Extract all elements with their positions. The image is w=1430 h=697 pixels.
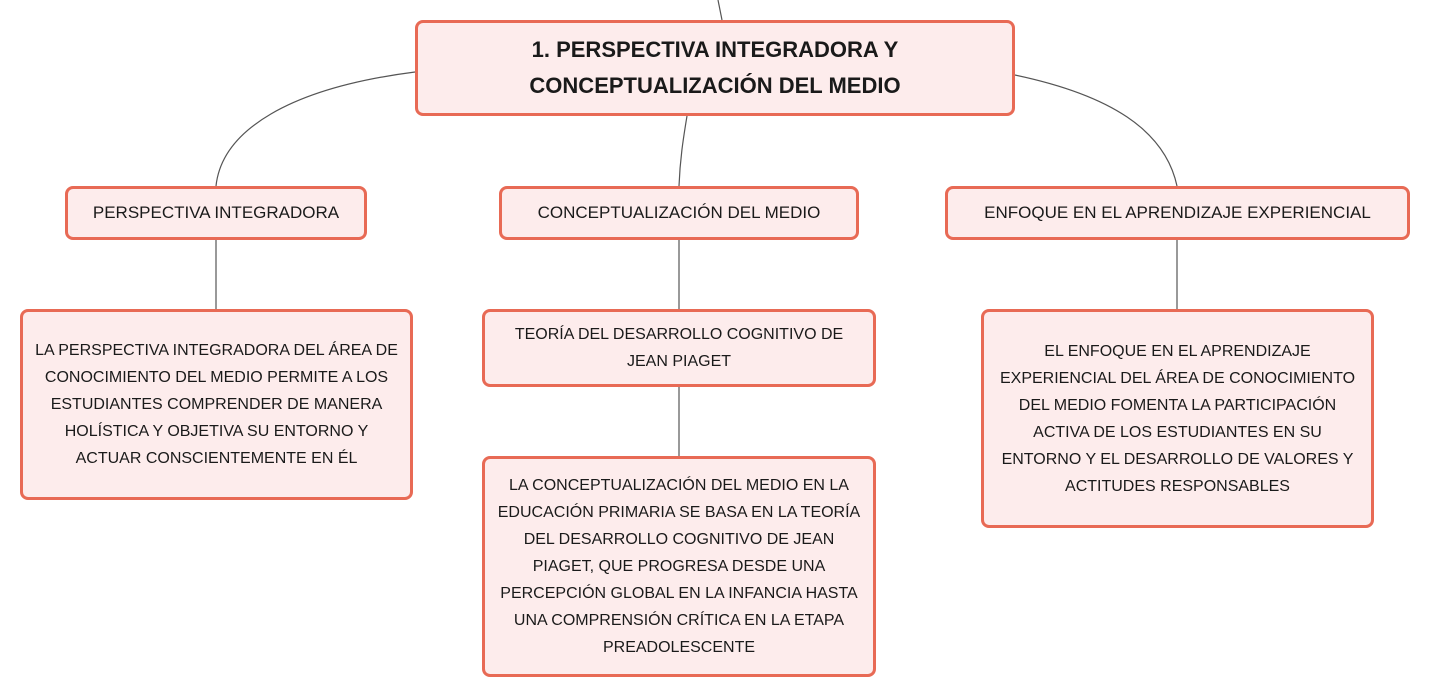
subtopic-enfoque-detail[interactable] bbox=[981, 309, 1374, 528]
subtopic-text: EL ENFOQUE EN EL APRENDIZAJE EXPERIENCIAL DEL ÁREA DE CONOCIMIENTO DEL MEDIO FOMENTA LA PARTICIPACIÓN ACTIVA DE LOS ESTUDIANTES EN SU ENTORNO Y EL DESARROLLO DE VALORES Y ACTITUDES RESPONSABLES bbox=[999, 342, 1356, 495]
connector-root-to-enfoque bbox=[1015, 75, 1177, 186]
topic-conceptualizacion-del-medio[interactable] bbox=[499, 186, 859, 240]
subtopic-text: LA CONCEPTUALIZACIÓN DEL MEDIO EN LA EDUCACIÓN PRIMARIA SE BASA EN LA TEORÍA DEL DESARROLLO COGNITIVO DE JEAN PIAGET, QUE PROGRESA DESDE UNA PERCEPCIÓN GLOBAL EN LA INFANCIA HASTA UNA COMPRENSIÓN CRÍTICA EN LA ETAPA PREADOLESCENTE bbox=[497, 477, 861, 656]
subtopic-teoria-piaget[interactable] bbox=[482, 309, 876, 387]
subtopic-text: LA PERSPECTIVA INTEGRADORA DEL ÁREA DE CONOCIMIENTO DEL MEDIO PERMITE A LOS ESTUDIANTES COMPRENDER DE MANERA HOLÍSTICA Y OBJETIVA SU ENTORNO Y ACTUAR CONSCIENTEMENTE EN ÉL bbox=[35, 342, 398, 467]
connector-incoming-root bbox=[718, 0, 722, 20]
subtopic-conceptualizacion-detail[interactable] bbox=[482, 456, 876, 677]
connector-root-to-conceptualizacion bbox=[679, 116, 687, 186]
topic-enfoque-aprendizaje-experiencial[interactable] bbox=[945, 186, 1410, 240]
root-topic-node[interactable] bbox=[415, 20, 1015, 116]
topic-label: CONCEPTUALIZACIÓN DEL MEDIO bbox=[537, 203, 821, 222]
topic-perspectiva-integradora[interactable] bbox=[65, 186, 367, 240]
topic-label: ENFOQUE EN EL APRENDIZAJE EXPERIENCIAL bbox=[984, 203, 1371, 222]
subtopic-perspectiva-detail[interactable] bbox=[20, 309, 413, 500]
connector-root-to-perspectiva bbox=[216, 72, 415, 186]
root-topic-title: 1. PERSPECTIVA INTEGRADORA Y CONCEPTUALIZACIÓN DEL MEDIO bbox=[529, 37, 901, 98]
subtopic-text: TEORÍA DEL DESARROLLO COGNITIVO DE JEAN PIAGET bbox=[514, 326, 844, 370]
topic-label: PERSPECTIVA INTEGRADORA bbox=[92, 203, 340, 222]
